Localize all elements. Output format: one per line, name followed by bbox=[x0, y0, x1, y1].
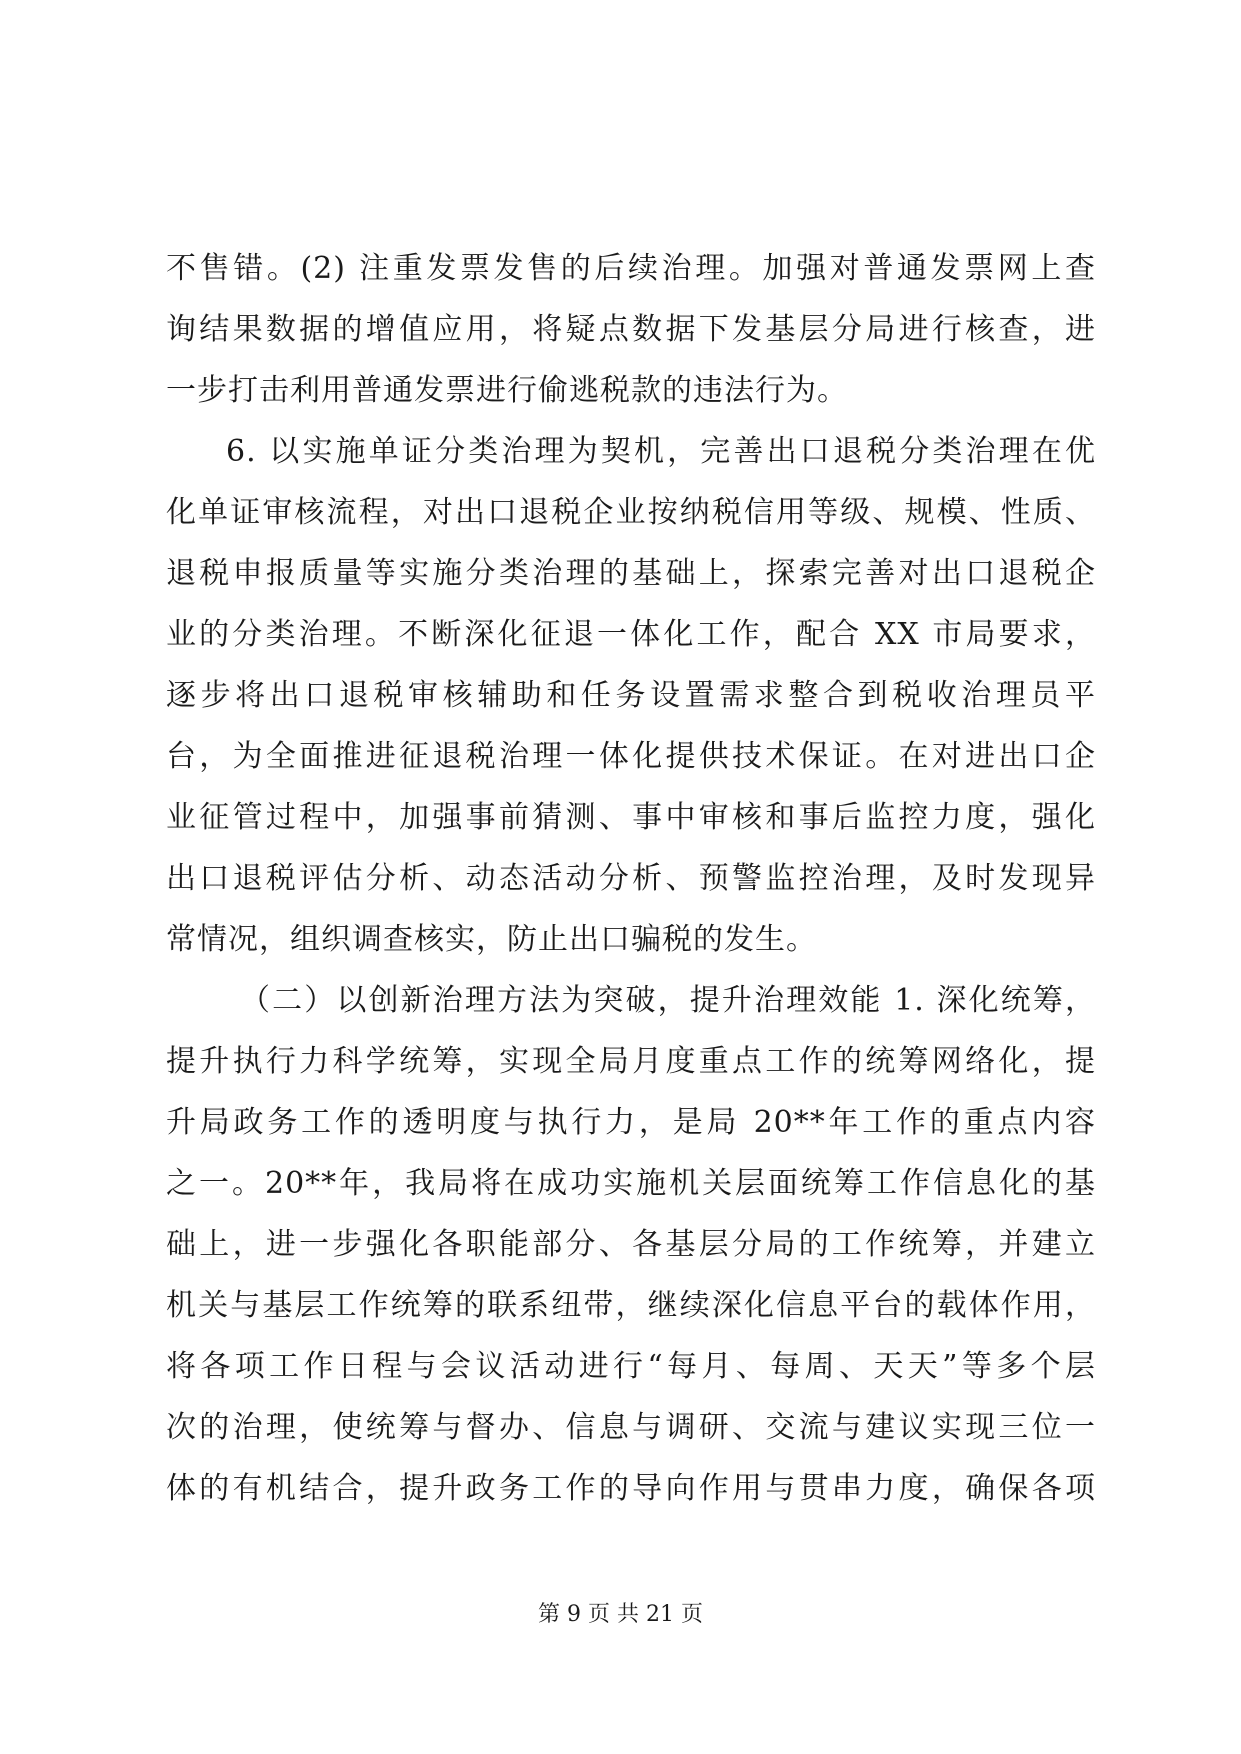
text-line: 础上，进一步强化各职能部分、各基层分局的工作统筹，并建立 bbox=[166, 1227, 1096, 1262]
text-line: 不售错。(2) 注重发票发售的后续治理。加强对普通发票网上查 bbox=[166, 251, 1096, 286]
text-line: 化单证审核流程，对出口退税企业按纳税信用等级、规模、性质、 bbox=[166, 495, 1096, 530]
text-line: 次的治理，使统筹与督办、信息与调研、交流与建议实现三位一 bbox=[166, 1410, 1096, 1445]
document-body bbox=[166, 238, 1096, 1519]
text-line: 6. 以实施单证分类治理为契机，完善出口退税分类治理在优 bbox=[226, 434, 1096, 469]
text-line: 机关与基层工作统筹的联系纽带，继续深化信息平台的载体作用， bbox=[166, 1288, 1096, 1323]
text-line: 业的分类治理。不断深化征退一体化工作，配合 XX 市局要求， bbox=[166, 617, 1096, 652]
text-line: 出口退税评估分析、动态活动分析、预警监控治理，及时发现异 bbox=[166, 861, 1096, 896]
text-line: 逐步将出口退税审核辅助和任务设置需求整合到税收治理员平 bbox=[166, 678, 1096, 713]
text-line: 提升执行力科学统筹，实现全局月度重点工作的统筹网络化，提 bbox=[166, 1044, 1096, 1079]
text-line: 常情况，组织调查核实，防止出口骗税的发生。 bbox=[166, 922, 817, 957]
text-line: 升局政务工作的透明度与执行力，是局 20**年工作的重点内容 bbox=[166, 1105, 1096, 1140]
text-line: 之一。20**年，我局将在成功实施机关层面统筹工作信息化的基 bbox=[166, 1166, 1096, 1201]
text-line: 询结果数据的增值应用，将疑点数据下发基层分局进行核查，进 bbox=[166, 312, 1096, 347]
text-line: 业征管过程中，加强事前猜测、事中审核和事后监控力度，强化 bbox=[166, 800, 1096, 835]
text-line: （二）以创新治理方法为突破，提升治理效能 1. 深化统筹， bbox=[240, 983, 1096, 1018]
text-line: 一步打击利用普通发票进行偷逃税款的违法行为。 bbox=[166, 373, 848, 408]
text-line: 台，为全面推进征退税治理一体化提供技术保证。在对进出口企 bbox=[166, 739, 1096, 774]
page-number-footer: 第 9 页 共 21 页 bbox=[538, 1602, 703, 1627]
text-line: 体的有机结合，提升政务工作的导向作用与贯串力度，确保各项 bbox=[166, 1471, 1096, 1506]
text-line: 退税申报质量等实施分类治理的基础上，探索完善对出口退税企 bbox=[166, 556, 1096, 591]
text-line: 将各项工作日程与会议活动进行“每月、每周、天天”等多个层 bbox=[166, 1349, 1096, 1384]
